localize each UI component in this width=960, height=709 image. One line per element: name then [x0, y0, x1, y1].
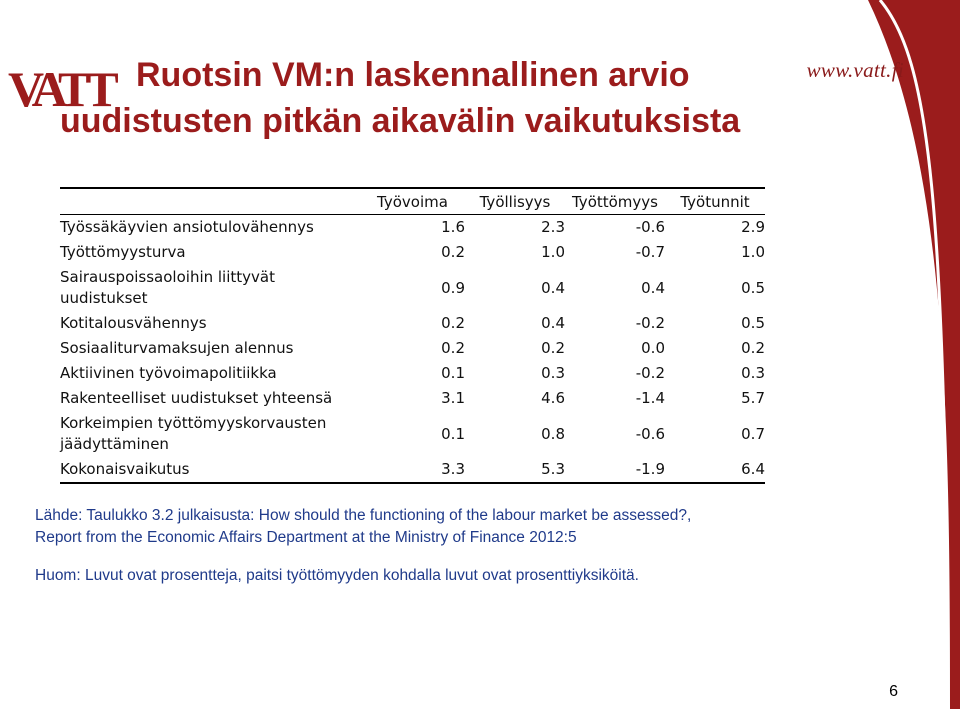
cell: 1.0 [741, 243, 765, 261]
row-label: Sairauspoissaoloihin liittyvät uudistukset [60, 268, 275, 307]
table-row [60, 386, 765, 411]
table-row [60, 311, 765, 336]
cell: 0.2 [541, 339, 565, 357]
cell: 0.1 [441, 424, 465, 443]
source-note-line1: Lähde: Taulukko 3.2 julkaisusta: How should the functioning of the labour market be assessed?, [35, 507, 692, 524]
page-title-line2: uudistusten pitkän aikavälin vaikutuksista [60, 102, 741, 140]
header-tyotunnit: Työtunnit [665, 188, 765, 215]
cell: 3.1 [441, 389, 465, 407]
cell: 0.3 [541, 364, 565, 382]
cell: 1.6 [441, 218, 465, 236]
table-row [60, 265, 765, 311]
row-label: Kokonaisvaikutus [60, 457, 360, 483]
cell: -1.9 [565, 457, 665, 483]
row-label: Työssäkäyvien ansiotulovähennys [60, 218, 314, 236]
cell: 0.7 [741, 424, 765, 443]
header-empty [60, 188, 360, 215]
table-row [60, 411, 765, 457]
row-label: Sosiaaliturvamaksujen alennus [60, 339, 294, 357]
row-label: Työttömyysturva [60, 243, 186, 261]
cell: 0.2 [441, 339, 465, 357]
header-tyottomyys: Työttömyys [565, 188, 665, 215]
table-header-row [60, 188, 765, 215]
header-tyovoima: Työvoima [360, 188, 465, 215]
site-url[interactable]: www.vatt.fi [806, 58, 904, 82]
header-tyollisyys: Työllisyys [465, 188, 565, 215]
row-label: Korkeimpien työttömyyskorvausten jäädyttäminen [60, 414, 327, 453]
cell: 0.9 [441, 278, 465, 297]
cell: 0.8 [541, 424, 565, 443]
cell: 0.0 [641, 339, 665, 357]
cell: 6.4 [665, 457, 765, 483]
cell: 0.4 [641, 278, 665, 297]
row-label: Rakenteelliset uudistukset yhteensä [60, 389, 333, 407]
cell: 0.2 [441, 243, 465, 261]
cell: -0.6 [635, 424, 665, 443]
cell: -0.7 [635, 243, 665, 261]
table-row [60, 240, 765, 265]
cell: 0.2 [441, 314, 465, 332]
row-label: Kotitalousvähennys [60, 314, 207, 332]
units-note: Huom: Luvut ovat prosentteja, paitsi työttömyyden kohdalla luvut ovat prosenttiyksiköitä. [35, 567, 639, 584]
corner-decoration [850, 0, 960, 709]
cell: 2.9 [741, 218, 765, 236]
table-row [60, 457, 765, 483]
cell: 0.1 [441, 364, 465, 382]
results-table [60, 187, 765, 484]
cell: 3.3 [360, 457, 465, 483]
cell: 5.3 [465, 457, 565, 483]
cell: 2.3 [541, 218, 565, 236]
cell: 0.5 [741, 314, 765, 332]
cell: 0.2 [741, 339, 765, 357]
row-label: Aktiivinen työvoimapolitiikka [60, 364, 277, 382]
page-number: 6 [889, 683, 898, 700]
source-note-line2: Report from the Economic Affairs Department at the Ministry of Finance 2012:5 [35, 529, 577, 546]
cell: 4.6 [541, 389, 565, 407]
table-row [60, 215, 765, 241]
cell: 0.4 [541, 278, 565, 297]
table-row [60, 361, 765, 386]
page-title-line1: Ruotsin VM:n laskennallinen arvio [136, 56, 690, 94]
table-row [60, 336, 765, 361]
cell: -1.4 [635, 389, 665, 407]
cell: 5.7 [741, 389, 765, 407]
cell: 0.4 [541, 314, 565, 332]
cell: 1.0 [541, 243, 565, 261]
vatt-logo-text: VATT [8, 61, 113, 117]
cell: -0.2 [635, 314, 665, 332]
cell: 0.3 [741, 364, 765, 382]
cell: -0.2 [635, 364, 665, 382]
cell: -0.6 [635, 218, 665, 236]
cell: 0.5 [741, 278, 765, 297]
